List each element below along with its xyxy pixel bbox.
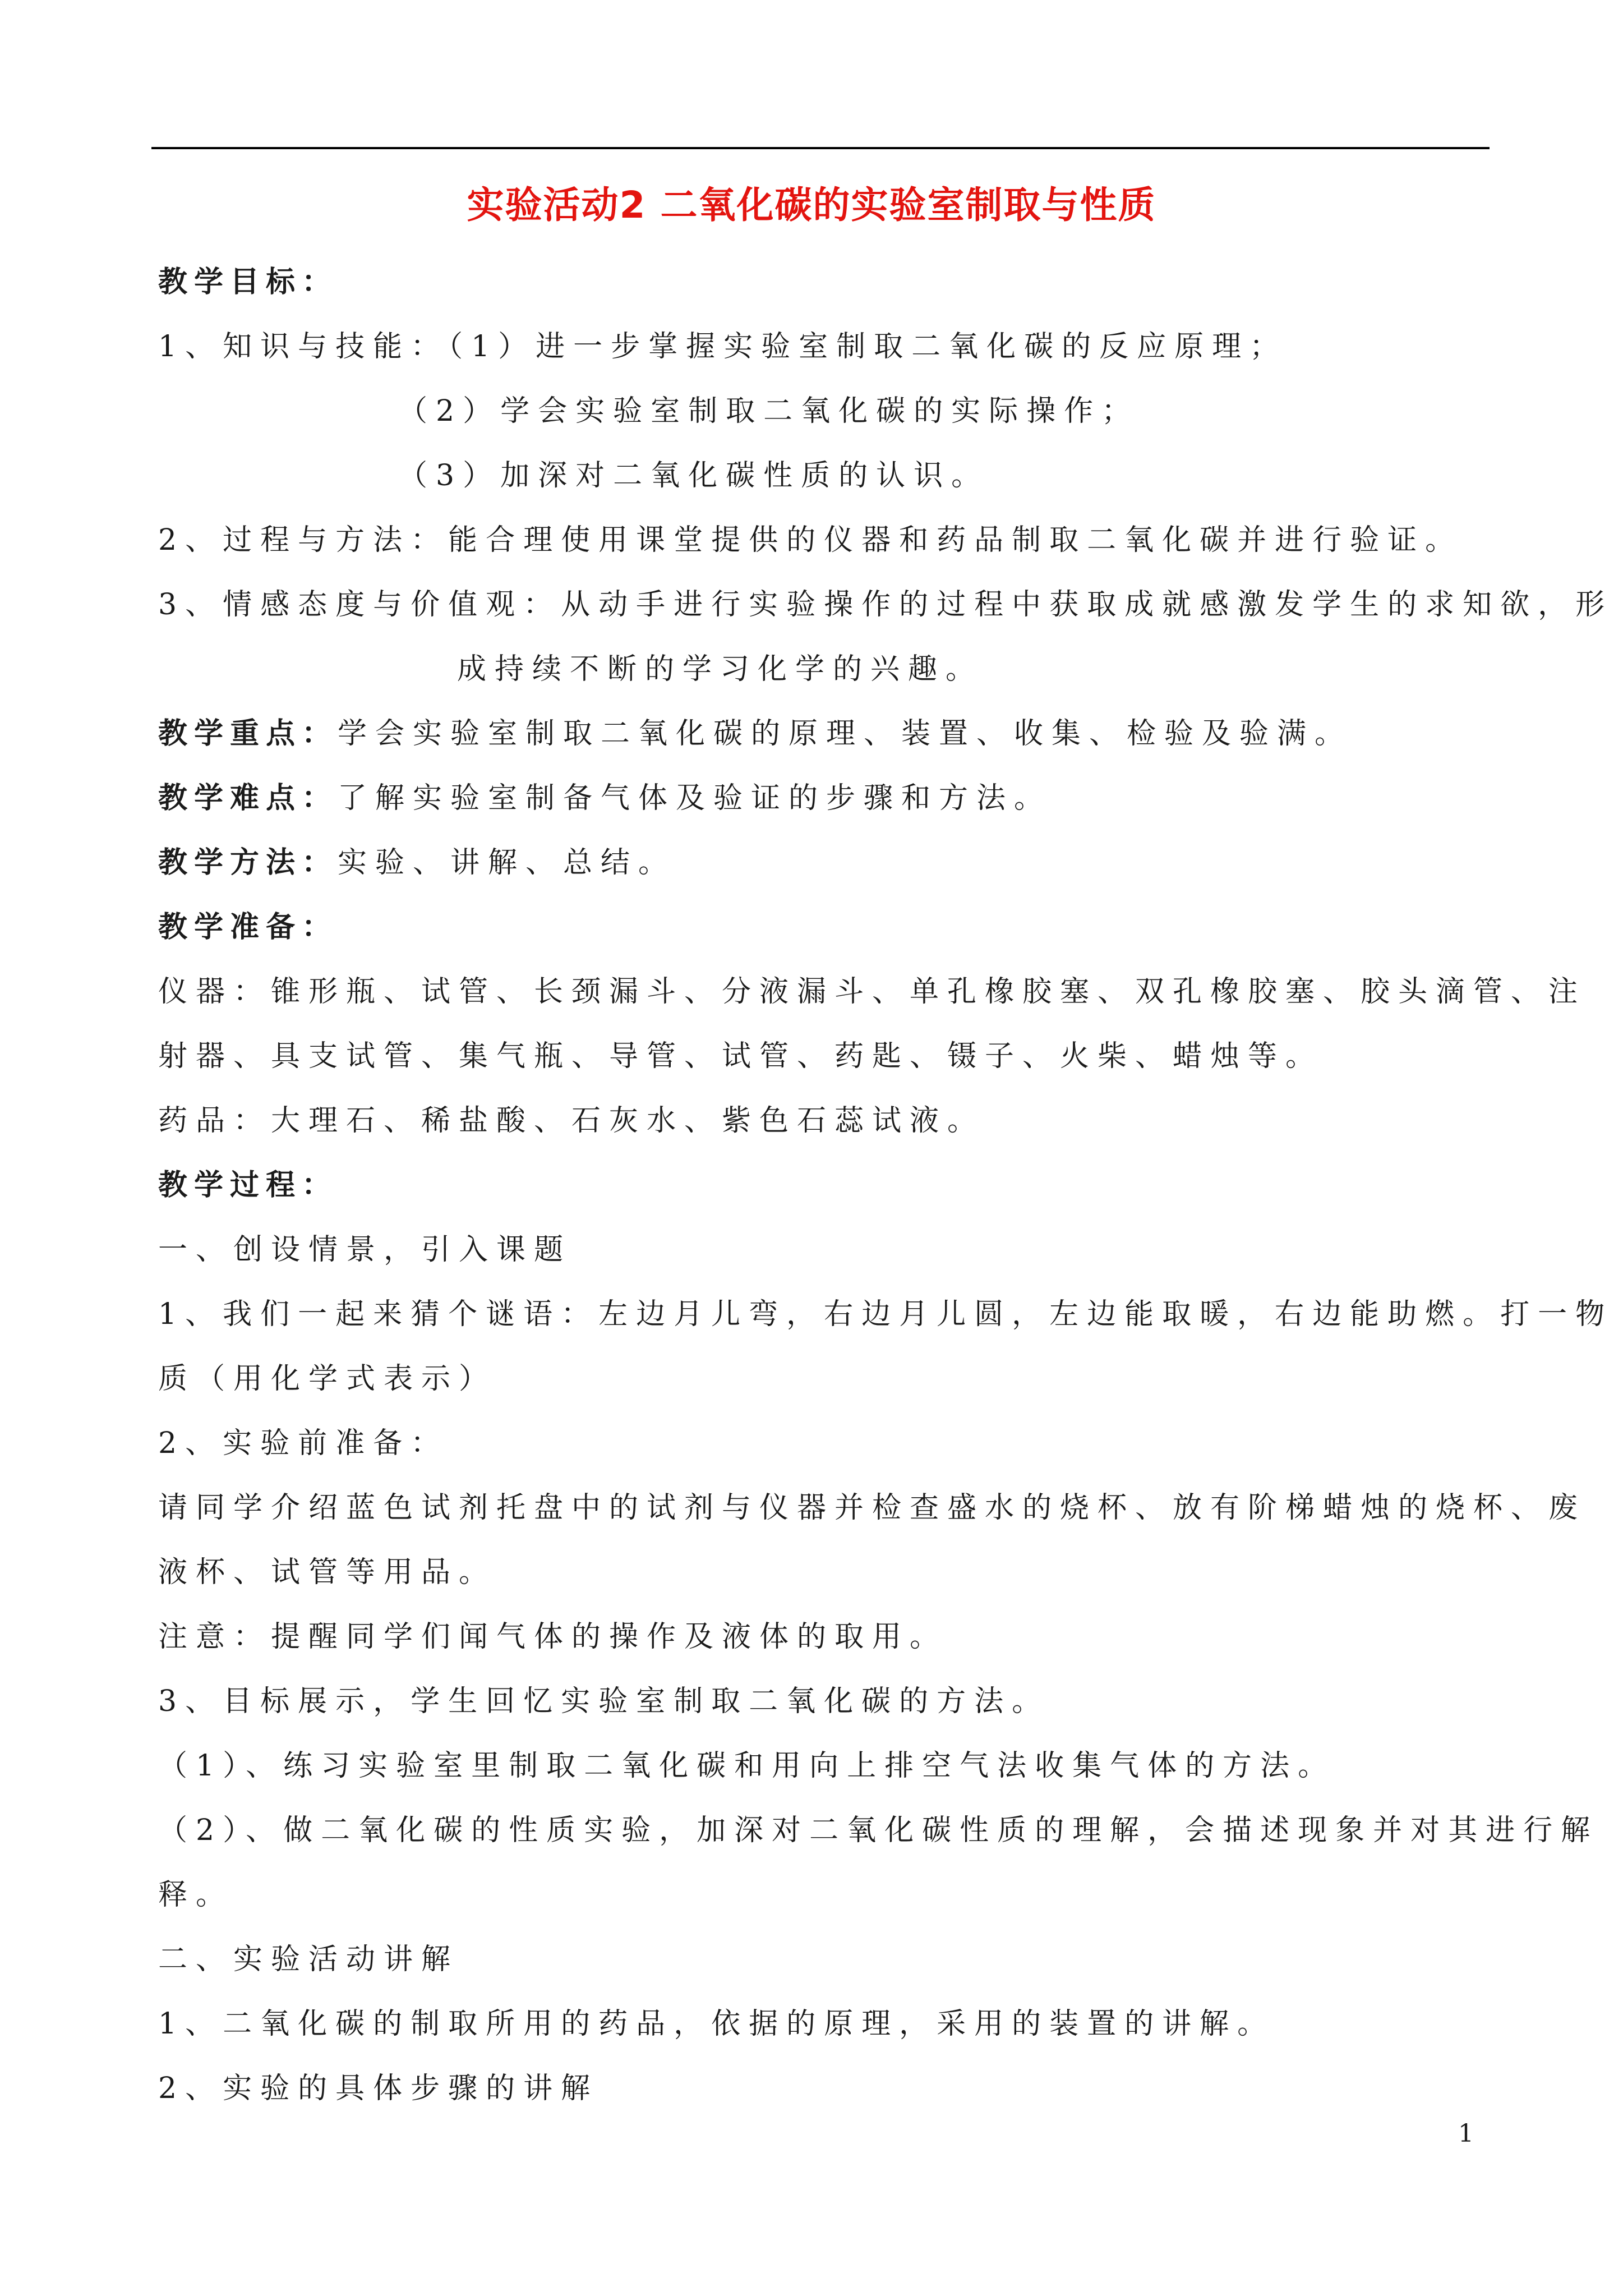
explain-2: 2、实验的具体步骤的讲解 <box>158 2072 599 2105</box>
objective-knowledge-1: 1、知识与技能：（1）进一步掌握实验室制取二氧化碳的反应原理； <box>158 330 1288 364</box>
goal-2-line-1: （2）、做二氧化碳的性质实验，加深对二氧化碳性质的理解，会描述现象并对其进行解 <box>158 1814 1599 1847</box>
method <box>158 839 676 881</box>
objective-knowledge-3: （3）加深对二氧化碳性质的认识。 <box>398 459 989 493</box>
difficulty <box>158 774 1052 816</box>
goal-show: 3、目标展示，学生回忆实验室制取二氧化碳的方法。 <box>158 1685 1050 1718</box>
objective-knowledge-2: （2）学会实验室制取二氧化碳的实际操作； <box>398 394 1140 428</box>
objective-process: 2、过程与方法：能合理使用课堂提供的仪器和药品制取二氧化碳并进行验证。 <box>158 523 1463 557</box>
objective-attitude: 3、情感态度与价值观：从动手进行实验操作的过程中获取成就感激发学生的求知欲，形 <box>158 588 1613 622</box>
note: 注意：提醒同学们闻气体的操作及液体的取用。 <box>158 1620 948 1654</box>
prep-step: 2、实验前准备： <box>158 1427 449 1460</box>
key-point <box>158 710 1352 752</box>
difficulty-text: 了解实验室制备气体及验证的步骤和方法。 <box>338 781 1052 815</box>
prep-desc-line-1: 请同学介绍蓝色试剂托盘中的试剂与仪器并检查盛水的烧杯、放有阶梯蜡烛的烧杯、废 <box>158 1491 1587 1525</box>
process-heading: 教学过程： <box>158 1168 338 1202</box>
method-label: 教学方法： <box>158 846 338 880</box>
explain-1: 1、二氧化碳的制取所用的药品，依据的原理，采用的装置的讲解。 <box>158 2007 1275 2041</box>
reagents: 药品：大理石、稀盐酸、石灰水、紫色石蕊试液。 <box>158 1104 985 1138</box>
method-text: 实验、讲解、总结。 <box>338 846 676 880</box>
goal-1: （1）、练习实验室里制取二氧化碳和用向上排空气法收集气体的方法。 <box>158 1749 1336 1783</box>
key-point-text: 学会实验室制取二氧化碳的原理、装置、收集、检验及验满。 <box>338 717 1353 751</box>
prep-desc-line-2: 液杯、试管等用品。 <box>158 1556 497 1589</box>
document-title: 实验活动2 二氧化碳的实验室制取与性质 <box>467 183 1156 227</box>
prep-heading: 教学准备： <box>158 910 338 944</box>
instruments-line-1: 仪器：锥形瓶、试管、长颈漏斗、分液漏斗、单孔橡胶塞、双孔橡胶塞、胶头滴管、注 <box>158 975 1587 1009</box>
riddle-line-1: 1、我们一起来猜个谜语：左边月儿弯，右边月儿圆，左边能取暖，右边能助燃。打一物 <box>158 1297 1613 1331</box>
objective-attitude-cont: 成持续不断的学习化学的兴趣。 <box>457 652 984 686</box>
difficulty-label: 教学难点： <box>158 781 338 815</box>
header-rule <box>151 147 1490 149</box>
section-1-heading: 一、创设情景，引入课题 <box>158 1233 572 1267</box>
objectives-heading: 教学目标： <box>158 265 338 299</box>
riddle-line-2: 质（用化学式表示） <box>158 1362 497 1396</box>
key-point-label: 教学重点： <box>158 717 338 751</box>
goal-2-line-2: 释。 <box>158 1878 234 1912</box>
section-2-heading: 二、实验活动讲解 <box>158 1943 459 1976</box>
page-number: 1 <box>1458 2119 1474 2148</box>
instruments-line-2: 射器、具支试管、集气瓶、导管、试管、药匙、镊子、火柴、蜡烛等。 <box>158 1039 1324 1073</box>
